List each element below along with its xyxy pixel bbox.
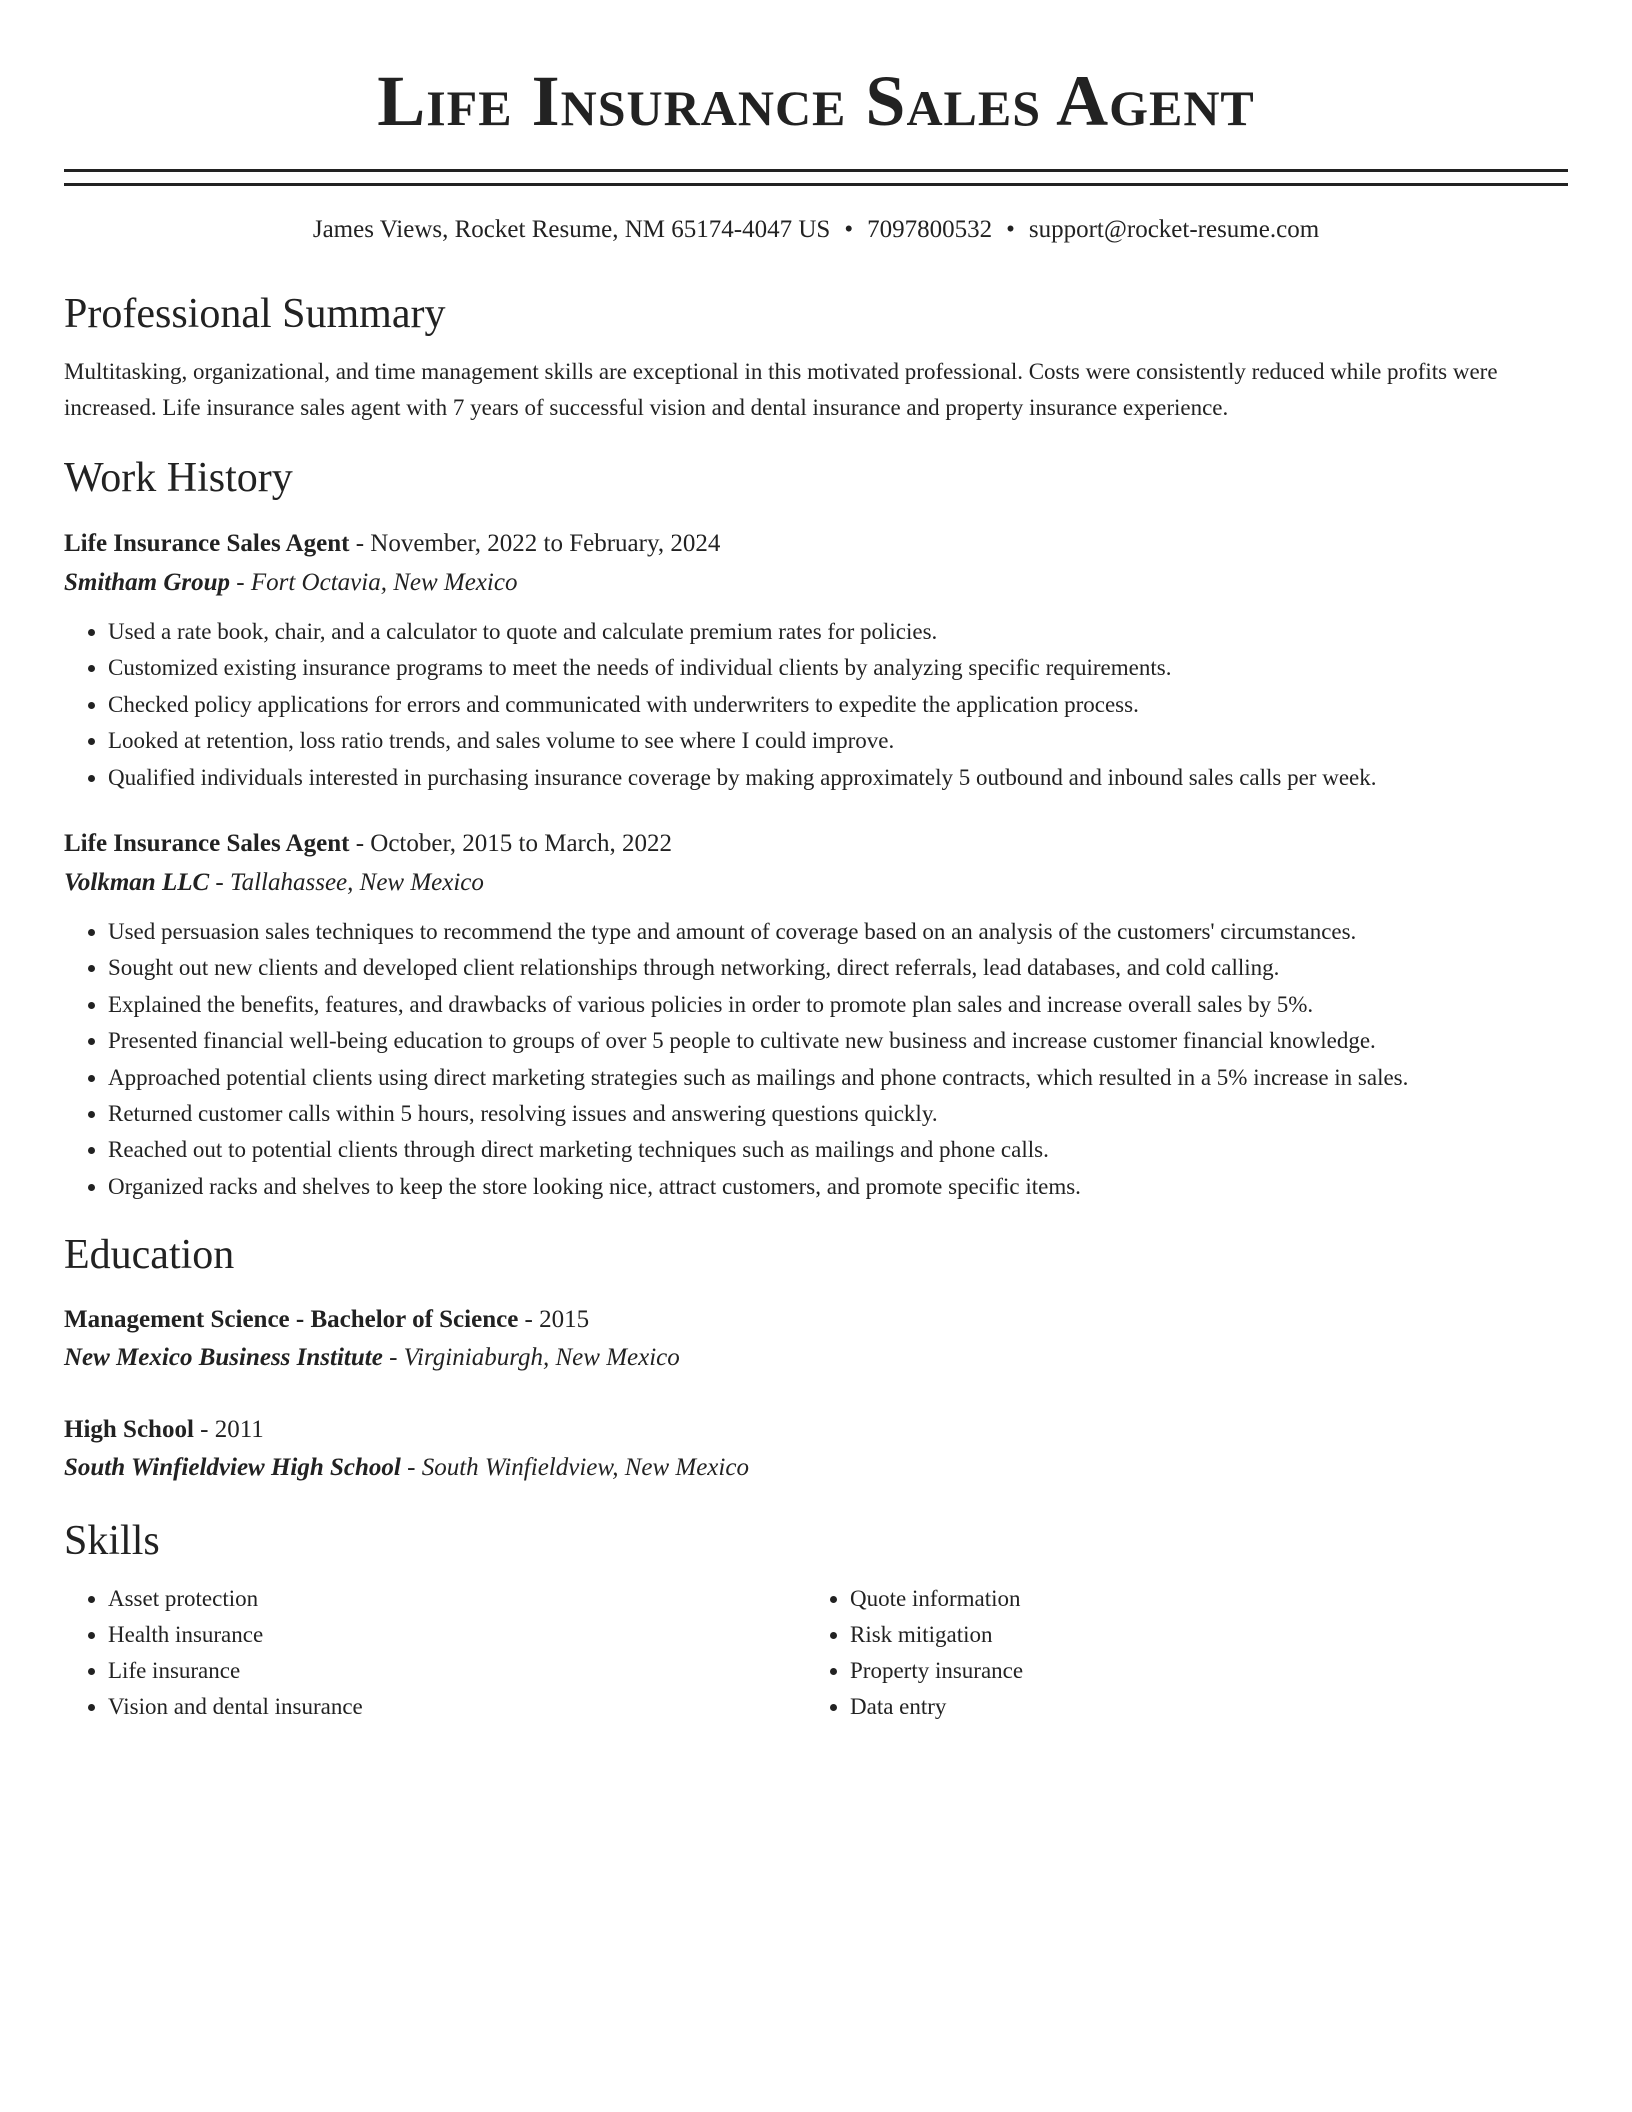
education-school: South Winfieldview High School [64,1454,401,1482]
contact-phone: 7097800532 [867,216,993,243]
skills-heading: Skills [64,1518,160,1565]
education-degree: High School [64,1416,194,1444]
job-bullet: • Approached potential clients using direct marketing strategies such as mailings and phone contracts, which resulted in a 5% increase in sales. [108,1060,1568,1096]
skills-grid [64,1581,1568,1725]
contact-separator: • [844,216,854,243]
job-bullet: • Used a rate book, chair, and a calculator to quote and calculate premium rates for policies. [108,614,1568,650]
skill-item: • Vision and dental insurance [108,1689,806,1725]
job-role: Life Insurance Sales Agent [64,830,350,858]
skill-item: • Health insurance [108,1617,806,1653]
education-location: - Virginiaburgh, New Mexico [382,1344,680,1372]
education-location: - South Winfieldview, New Mexico [400,1454,749,1482]
contact-line [64,212,1568,248]
contact-address: James Views, Rocket Resume, NM 65174-4047 US [312,216,831,243]
job-header [64,524,1568,564]
job-bullet: • Reached out to potential clients through direct marketing techniques such as mailings and phone calls. [108,1132,1568,1168]
education-school: New Mexico Business Institute [64,1344,383,1372]
job-role: Life Insurance Sales Agent [64,530,350,557]
summary-text: Multitasking, organizational, and time management skills are exceptional in this motivated professional. Costs were consistently reduced while profits were increased. Life insurance sales agent with 7 years of successful vision and dental insurance and property insurance experience. [64,359,1498,420]
job-dates: - October, 2015 to March, 2022 [349,830,672,858]
job-bullet: • Sought out new clients and developed client relationships through networking, direct referrals, lead databases, and cold calling. [108,950,1568,986]
job-bullet: • Customized existing insurance programs to meet the needs of individual clients by analyzing specific requirements. [108,650,1568,686]
job-bullet: • Qualified individuals interested in purchasing insurance coverage by making approximately 5 outbound and inbound sales calls per week. [108,760,1568,796]
job-bullet: • Organized racks and shelves to keep the store looking nice, attract customers, and promote specific items. [108,1169,1568,1205]
job-bullet: • Presented financial well-being education to groups of over 5 people to cultivate new business and increase customer financial knowledge. [108,1023,1568,1059]
skill-item: • Data entry [850,1689,1548,1725]
skill-item: • Life insurance [108,1653,806,1689]
skills-list [64,1581,806,1725]
job-header [64,824,1568,864]
job-bullet: • Checked policy applications for errors and communicated with underwriters to expedite the application process. [108,687,1568,723]
skill-item: • Asset protection [108,1581,806,1617]
title-double-rule [64,169,1568,186]
skill-item: • Property insurance [850,1653,1548,1689]
skill-item: • Risk mitigation [850,1617,1548,1653]
work-history-heading: Work History [64,455,293,501]
education-year: - 2015 [518,1306,590,1334]
education-entry [64,1301,1568,1377]
job-dates: - November, 2022 to February, 2024 [349,530,721,557]
job-bullet: • Explained the benefits, features, and drawbacks of various policies in order to promote plan sales and increase overall sales by 5%. [108,987,1568,1023]
skills-column-right [806,1581,1548,1725]
job-entry [64,824,1568,1205]
job-bullet: • Returned customer calls within 5 hours, resolving issues and answering questions quickly. [108,1096,1568,1132]
job-location: - Fort Octavia, New Mexico [230,569,518,596]
job-bullet-list [64,914,1568,1205]
summary-heading: Professional Summary [64,291,446,337]
skills-list [806,1581,1548,1725]
education-degree: Management Science - Bachelor of Science [64,1306,519,1334]
job-bullet: • Used persuasion sales techniques to recommend the type and amount of coverage based on an analysis of the customers' circumstances. [108,914,1568,950]
education-school-line [64,1339,1568,1377]
education-heading: Education [64,1232,235,1279]
education-header [64,1301,1568,1339]
education-header [64,1411,1568,1449]
job-employer [64,864,1568,902]
education-school-line [64,1449,1568,1487]
contact-email: support@rocket-resume.com [1028,216,1320,243]
job-employer [64,564,1568,602]
education-year: - 2011 [193,1416,264,1444]
job-entry [64,524,1568,796]
job-company: Smitham Group [64,569,231,596]
education-entry [64,1411,1568,1487]
skill-item: • Quote information [850,1581,1548,1617]
job-bullet: • Looked at retention, loss ratio trends, and sales volume to see where I could improve. [108,723,1568,759]
contact-separator: • [1006,216,1015,243]
skills-column-left [64,1581,806,1725]
job-location: - Tallahassee, New Mexico [209,869,484,897]
resume-title: Life Insurance Sales Agent [377,61,1255,141]
job-company: Volkman LLC [64,869,210,897]
job-bullet-list [64,614,1568,796]
